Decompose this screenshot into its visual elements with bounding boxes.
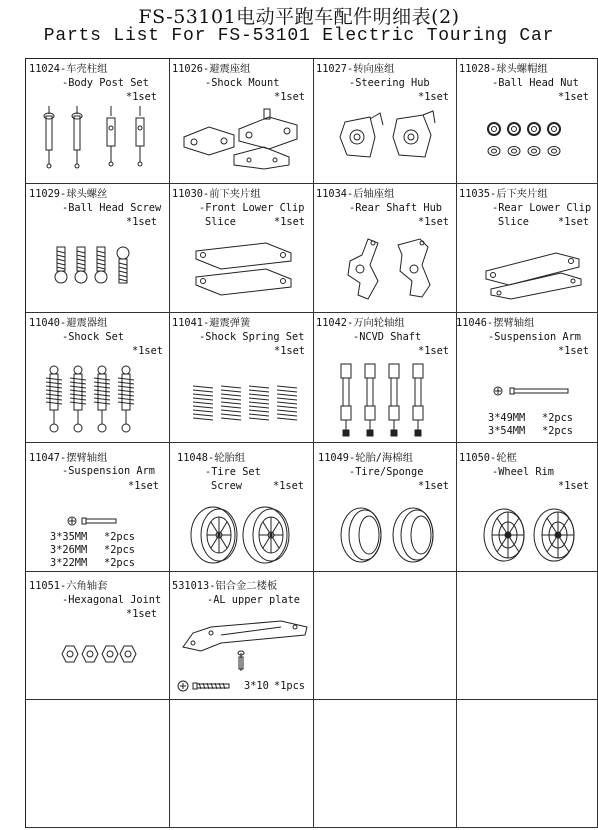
part-cell-11030 <box>169 183 313 312</box>
screw-qty: *1pcs <box>274 680 305 692</box>
part-cell-11051 <box>26 571 169 699</box>
part-name: -Shock Mount <box>205 77 280 89</box>
part-code: 11028-球头螺帽组 <box>459 63 548 75</box>
part-code: 11047-摆臂轴组 <box>29 452 108 464</box>
part-name: -Body Post Set <box>62 77 149 89</box>
part-code: 11041-避震弹簧 <box>172 317 251 329</box>
steering-hub-illustration <box>335 107 440 173</box>
part-qty: *1set <box>558 216 589 228</box>
part-qty: *1set <box>418 345 449 357</box>
part-name: -Ball Head Nut <box>492 77 579 89</box>
part-cell-11026 <box>169 59 313 183</box>
rear-shaft-hub-illustration <box>338 235 438 305</box>
part-name: -Ball Head Screw <box>62 202 162 214</box>
part-qty: *1set <box>128 480 159 492</box>
ncvd-shaft-illustration <box>338 362 438 438</box>
shock-mount-illustration <box>179 107 304 173</box>
part-code: 11042-万向轮轴组 <box>316 317 405 329</box>
screw-size: 3*10 <box>244 680 269 692</box>
part-qty: *1set <box>132 345 163 357</box>
part-qty: *1set <box>274 216 305 228</box>
shock-spring-illustration <box>191 384 299 422</box>
part-code: 11049-轮胎/海棉组 <box>318 452 413 464</box>
part-qty: *1set <box>274 345 305 357</box>
part-code: 11050-轮框 <box>459 452 517 464</box>
part-qty: *1set <box>126 608 157 620</box>
front-lower-clip-illustration <box>191 241 301 301</box>
part-qty: *1set <box>558 345 589 357</box>
ball-head-nut-illustration <box>484 119 574 161</box>
part-qty: *1set <box>273 480 304 492</box>
part-qty: *1set <box>558 480 589 492</box>
part-name: -Rear Shaft Hub <box>349 202 442 214</box>
part-name: -Shock Spring Set <box>199 331 305 343</box>
part-cell-11035 <box>456 183 597 312</box>
part-code: 11029-球头螺丝 <box>29 188 108 200</box>
ball-head-screw-illustration <box>51 243 141 288</box>
part-name: -NCVD Shaft <box>353 331 422 343</box>
part-qty: *1set <box>126 216 157 228</box>
part-cell-531013 <box>169 571 313 699</box>
part-code: 11040-避震器组 <box>29 317 108 329</box>
spec-qty: *2pcs <box>104 531 135 543</box>
part-name: -Hexagonal Joint <box>62 594 162 606</box>
part-qty: *1set <box>126 91 157 103</box>
part-code: 11030-前下夹片组 <box>172 188 261 200</box>
parts-table <box>25 58 598 828</box>
part-cell-11040 <box>26 312 169 442</box>
al-upper-plate-illustration <box>181 613 309 685</box>
suspension-arm-shaft-illustration <box>66 514 121 528</box>
suspension-arm-shaft-illustration <box>492 384 572 398</box>
screw-icon <box>177 679 233 693</box>
spec-size: 3*54MM <box>488 425 526 437</box>
tire-set-illustration <box>187 502 297 568</box>
spec-qty: *2pcs <box>542 425 573 437</box>
part-cell-11047 <box>26 442 169 571</box>
part-qty: *1set <box>558 91 589 103</box>
body-post-illustration <box>41 104 156 174</box>
part-name: -Front Lower Clip <box>199 202 305 214</box>
part-name-cont: Slice <box>498 216 529 228</box>
part-cell-11024 <box>26 59 169 183</box>
part-cell-11028 <box>456 59 597 183</box>
part-name: -Suspension Arm <box>488 331 581 343</box>
part-name: -Suspension Arm <box>62 465 155 477</box>
table-bottom-border <box>26 827 598 828</box>
spec-qty: *2pcs <box>104 544 135 556</box>
tire-sponge-illustration <box>335 502 445 568</box>
part-cell-11041 <box>169 312 313 442</box>
part-qty: *1set <box>418 480 449 492</box>
part-cell-11050 <box>456 442 597 571</box>
part-name-cont: Slice <box>205 216 236 228</box>
spec-size: 3*22MM <box>50 557 88 569</box>
part-name: -Steering Hub <box>349 77 430 89</box>
spec-qty: *2pcs <box>542 412 573 424</box>
part-name: -AL upper plate <box>207 594 300 606</box>
part-code: 11027-转向座组 <box>316 63 395 75</box>
spec-qty: *2pcs <box>104 557 135 569</box>
rear-lower-clip-illustration <box>481 249 591 301</box>
part-cell-11027 <box>313 59 456 183</box>
wheel-rim-illustration <box>478 502 588 568</box>
part-qty: *1set <box>418 216 449 228</box>
part-qty: *1set <box>418 91 449 103</box>
part-name: -Shock Set <box>62 331 124 343</box>
title-english: Parts List For FS-53101 Electric Touring Car <box>43 26 555 46</box>
title-chinese: FS-53101电动平跑车配件明细表(2) <box>138 6 460 28</box>
part-cell-11048 <box>169 442 313 571</box>
shock-set-illustration <box>46 364 146 436</box>
part-cell-11034 <box>313 183 456 312</box>
spec-size: 3*35MM <box>50 531 88 543</box>
part-code: 11026-避震座组 <box>172 63 251 75</box>
part-name: -Tire/Sponge <box>349 466 424 478</box>
part-cell-11029 <box>26 183 169 312</box>
spec-size: 3*26MM <box>50 544 88 556</box>
part-code: 11048-轮胎组 <box>177 452 246 464</box>
hexagonal-joint-illustration <box>58 643 138 665</box>
part-code: 11035-后下夹片组 <box>459 188 548 200</box>
spec-size: 3*49MM <box>488 412 526 424</box>
part-name: -Rear Lower Clip <box>492 202 592 214</box>
part-name: -Wheel Rim <box>492 466 554 478</box>
part-code: 11034-后轴座组 <box>316 188 395 200</box>
part-code: 11046-摆臂轴组 <box>456 317 535 329</box>
row-divider <box>26 699 598 700</box>
part-code: 11051-六角轴套 <box>29 580 108 592</box>
part-cell-11042 <box>313 312 456 442</box>
part-cell-11049 <box>313 442 456 571</box>
part-code: 531013-铝合金二楼板 <box>172 580 278 592</box>
part-cell-11046 <box>456 312 597 442</box>
part-name: -Tire Set <box>205 466 261 478</box>
part-code: 11024-车壳柱组 <box>29 63 108 75</box>
part-qty: *1set <box>274 91 305 103</box>
part-name-cont: Screw <box>211 480 242 492</box>
